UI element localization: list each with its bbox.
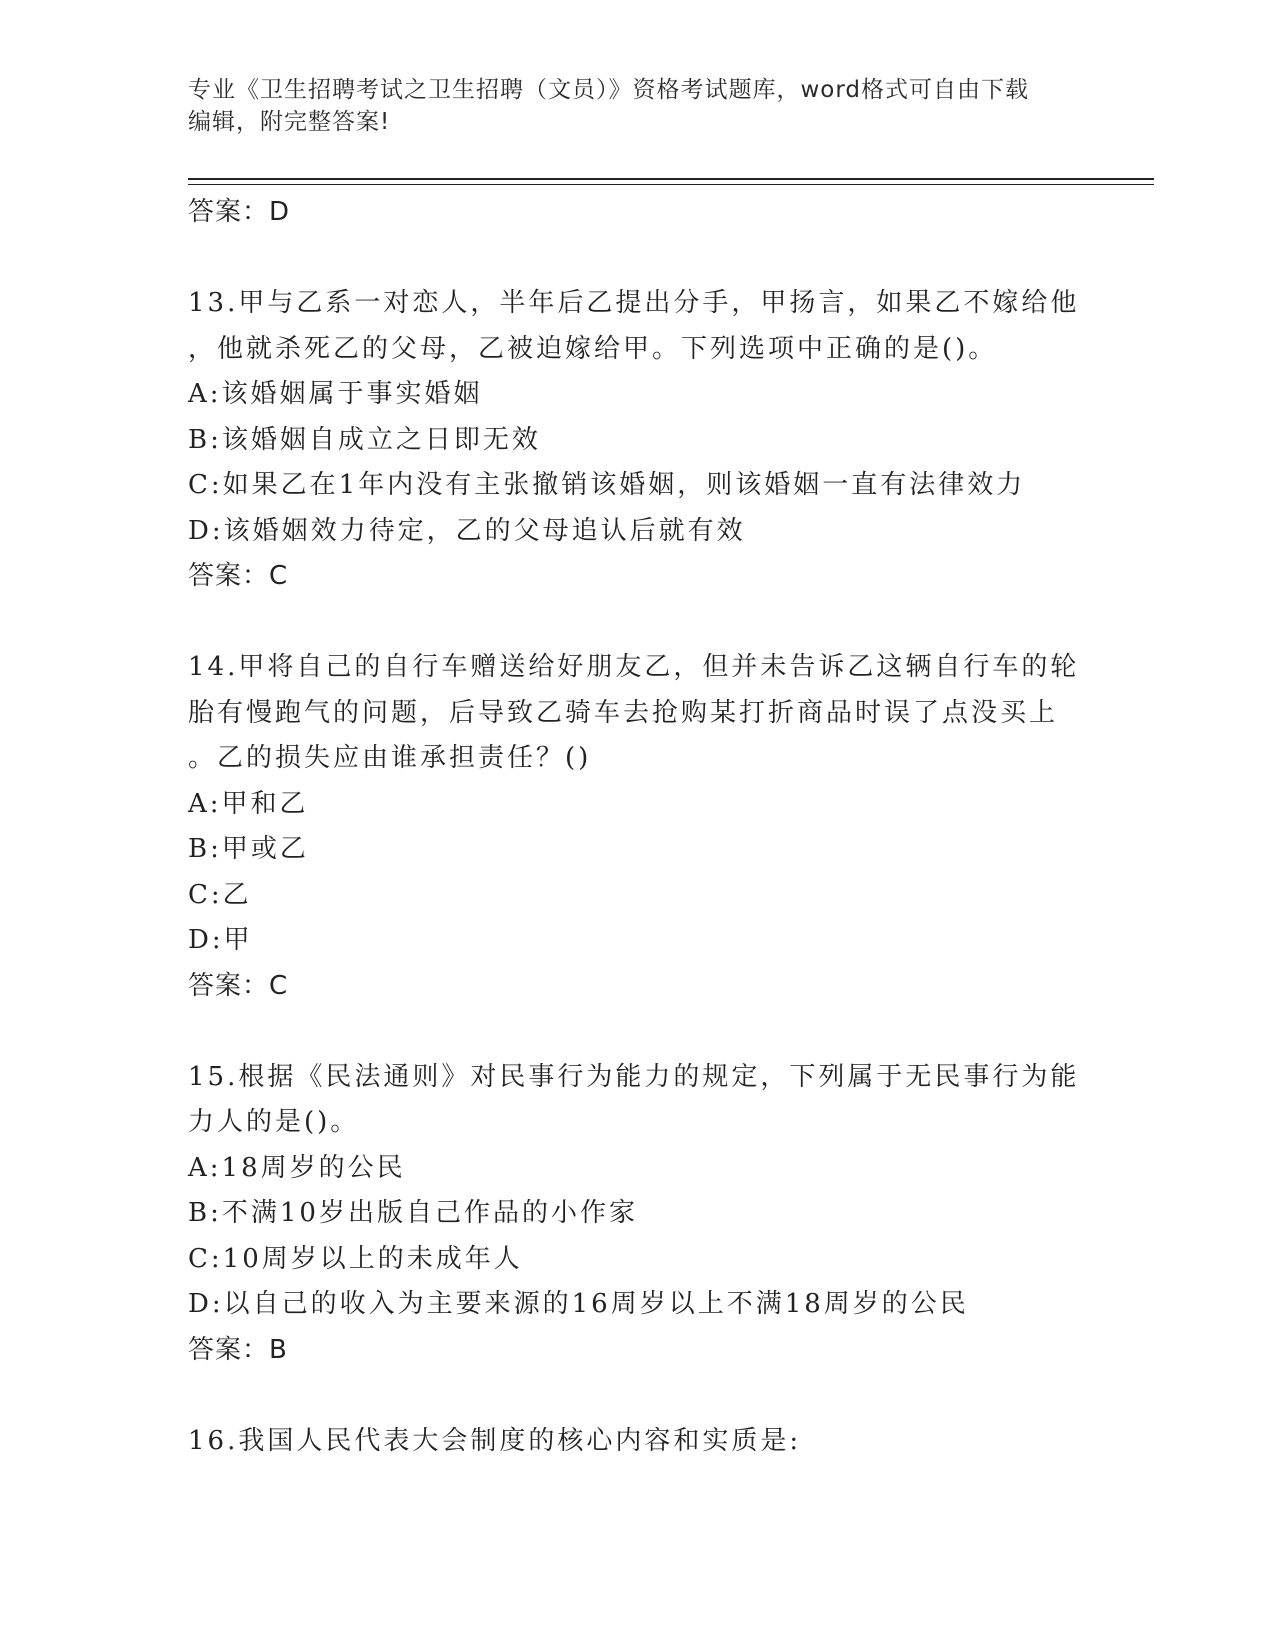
question-13-stem-line: 13.甲与乙系一对恋人，半年后乙提出分手，甲扬言，如果乙不嫁给他: [188, 288, 1080, 318]
question-14: [188, 645, 1088, 1009]
question-14-option-b: B:甲或乙: [188, 834, 309, 864]
question-15-answer: 答案：B: [188, 1334, 288, 1365]
question-13-stem-line: ，他就杀死乙的父母，乙被迫嫁给甲。下列选项中正确的是()。: [188, 333, 998, 364]
answer-12: 答案：D: [188, 197, 291, 227]
question-13-answer: 答案：C: [188, 561, 289, 591]
header-divider-thin: [188, 184, 1154, 185]
question-14-stem-line: 。乙的损失应由谁承担责任？(): [188, 743, 592, 773]
question-15-option-b: B:不满10岁出版自己作品的小作家: [188, 1198, 638, 1228]
header-line-1: 专业《卫生招聘考试之卫生招聘（文员）》资格考试题库，word格式可自由下载: [188, 77, 1030, 103]
spacer: [188, 600, 1088, 646]
question-15-option-c: C:10周岁以上的未成年人: [188, 1243, 523, 1274]
question-14-option-c: C:乙: [188, 879, 252, 910]
question-14-stem-line: 14.甲将自己的自行车赠送给好朋友乙，但并未告诉乙这辆自行车的轮: [188, 652, 1080, 682]
question-14-stem-line: 胎有慢跑气的问题，后导致乙骑车去抢购某打折商品时误了点没买上: [188, 697, 1059, 728]
question-13: [188, 281, 1088, 600]
question-14-option-d: D:甲: [188, 925, 253, 955]
spacer: [188, 1009, 1088, 1055]
spacer: [188, 1373, 1088, 1419]
header-divider-thick: [188, 178, 1154, 180]
document-header: [188, 74, 1068, 138]
question-13-option-c: C:如果乙在1年内没有主张撤销该婚姻，则该婚姻一直有法律效力: [188, 470, 1026, 500]
spacer: [188, 236, 1088, 282]
header-line-2: 编辑，附完整答案!: [188, 109, 391, 135]
question-14-answer: 答案：C: [188, 970, 289, 1001]
question-15: [188, 1055, 1088, 1374]
question-16: [188, 1419, 1088, 1465]
question-15-stem-line: 力人的是()。: [188, 1107, 360, 1137]
question-14-option-a: A:甲和乙: [188, 788, 309, 819]
question-list: [188, 190, 1088, 1464]
question-15-option-a: A:18周岁的公民: [188, 1152, 406, 1183]
question-15-option-d: D:以自己的收入为主要来源的16周岁以上不满18周岁的公民: [188, 1289, 969, 1319]
question-15-stem-line: 15.根据《民法通则》对民事行为能力的规定，下列属于无民事行为能: [188, 1061, 1080, 1092]
question-13-option-b: B:该婚姻自成立之日即无效: [188, 424, 541, 455]
question-13-option-d: D:该婚姻效力待定，乙的父母追认后就有效: [188, 515, 746, 546]
question-13-option-a: A:该婚姻属于事实婚姻: [188, 379, 483, 409]
question-16-stem-line: 16.我国人民代表大会制度的核心内容和实质是:: [188, 1425, 802, 1456]
